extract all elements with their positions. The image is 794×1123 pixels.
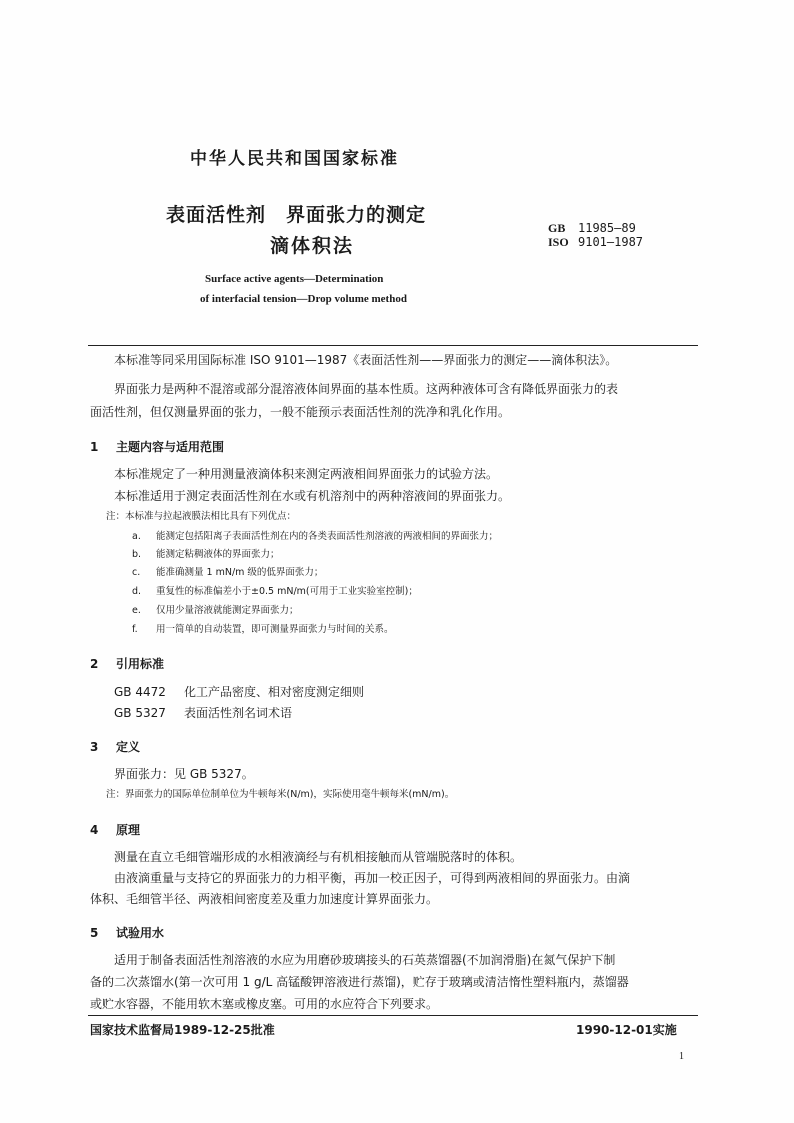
english-title-line2: of interfacial tension—Drop volume method [200,293,407,305]
section-3-note: 注：界面张力的国际单位制单位为牛顿每米(N/m)，实际使用毫牛顿每米(mN/m)。 [106,789,455,800]
section-5-number: 5 [90,926,99,940]
item-text: 重复性的标准偏差小于±0.5 mN/m(可用于工业实验室控制)； [156,586,418,597]
reference-code: GB 4472 [114,685,166,699]
section-4-line-1: 测量在直立毛细管端形成的水相液滴经与有机相接触而从管端脱落时的体积。 [114,850,523,864]
section-4-line-2: 由液滴重量与支持它的界面张力的力相平衡，再加一校正因子，可得到两液相间的界面张力。由滴 [114,871,631,885]
iso-code [548,235,643,250]
advantage-item-f [132,624,394,636]
standard-title-line2: 滴体积法 [270,235,355,257]
header-divider [88,345,698,346]
section-4-line-3: 体积、毛细管半径、两液相间密度差及重力加速度计算界面张力。 [90,892,439,906]
section-3-number: 3 [90,740,99,754]
section-4-title: 原理 [116,823,141,837]
gb-code-label: GB [548,221,566,235]
footer-divider [88,1015,698,1016]
section-2-heading [90,655,164,672]
reference-text: 化工产品密度、相对密度测定细则 [184,685,365,699]
section-3-definition: 界面张力：见 GB 5327。 [114,767,254,781]
item-letter: a. [132,531,141,542]
advantage-item-b [132,549,280,561]
section-2-title: 引用标准 [116,657,165,671]
section-5-line-2: 备的二次蒸馏水(第一次可用 1 g/L 高锰酸钾溶液进行蒸馏)，贮存于玻璃或清洁惰性塑料瓶内，蒸馏器 [90,975,629,989]
section-1-paragraph-1: 本标准规定了一种用测量液滴体积来测定两液相间界面张力的试验方法。 [114,467,499,481]
reference-gb5327 [114,706,292,721]
standard-title-line1: 表面活性剂 界面张力的测定 [166,204,427,226]
gb-code [548,221,636,236]
item-text: 能准确测量 1 mN/m 级的低界面张力； [156,567,324,578]
reference-code: GB 5327 [114,706,166,720]
section-2-number: 2 [90,657,99,671]
item-letter: b. [132,549,142,560]
section-1-title: 主题内容与适用范围 [116,440,225,454]
section-1-paragraph-2: 本标准适用于测定表面活性剂在水或有机溶剂中的两种溶液间的界面张力。 [114,489,511,503]
advantage-item-c [132,567,323,579]
advantage-item-a [132,531,498,543]
page-number: 1 [679,1051,684,1062]
english-title-line1: Surface active agents—Determination [205,273,384,285]
section-3-heading [90,738,140,755]
item-text: 能测定包括阳离子表面活性剂在内的各类表面活性剂溶液的两液相间的界面张力； [156,531,499,542]
gb-code-value: 11985—89 [578,221,636,235]
national-standard-title: 中华人民共和国国家标准 [190,149,399,169]
section-1-note: 注：本标准与拉起液膜法相比具有下列优点： [106,511,297,522]
iso-code-label: ISO [548,235,569,249]
implementation-date: 1990-12-01实施 [576,1023,677,1037]
section-1-heading [90,438,224,455]
item-text: 能测定粘稠液体的界面张力； [156,549,280,560]
advantage-item-e [132,605,299,617]
intro-paragraph-2-line2: 面活性剂，但仅测量界面的张力，一般不能预示表面活性剂的洗净和乳化作用。 [90,405,511,419]
section-3-title: 定义 [116,740,141,754]
section-4-number: 4 [90,823,99,837]
item-text: 用一简单的自动装置，即可测量界面张力与时间的关系。 [156,624,394,635]
item-letter: e. [132,605,141,616]
reference-text: 表面活性剂名词术语 [184,706,293,720]
iso-code-value: 9101—1987 [578,235,644,249]
advantage-item-d [132,586,418,598]
intro-paragraph-1: 本标准等同采用国际标准 ISO 9101—1987《表面活性剂——界面张力的测定——滴体积法》。 [114,353,618,367]
section-4-heading [90,821,140,838]
section-5-heading [90,924,164,941]
section-1-number: 1 [90,440,99,454]
item-text: 仅用少量溶液就能测定界面张力； [156,605,299,616]
item-letter: f. [132,624,138,635]
intro-paragraph-2-line1: 界面张力是两种不混溶或部分混溶液体间界面的基本性质。这两种液体可含有降低界面张力的表 [114,382,619,396]
approval-date: 国家技术监督局1989-12-25批准 [90,1023,275,1037]
item-letter: c. [132,567,141,578]
section-5-line-3: 或贮水容器，不能用软木塞或橡皮塞。可用的水应符合下列要求。 [90,997,439,1011]
section-5-line-1: 适用于制备表面活性剂溶液的水应为用磨砂玻璃接头的石英蒸馏器(不加润滑脂)在氮气保护下制 [114,953,616,967]
section-5-title: 试验用水 [116,926,165,940]
item-letter: d. [132,586,142,597]
reference-gb4472 [114,685,364,700]
